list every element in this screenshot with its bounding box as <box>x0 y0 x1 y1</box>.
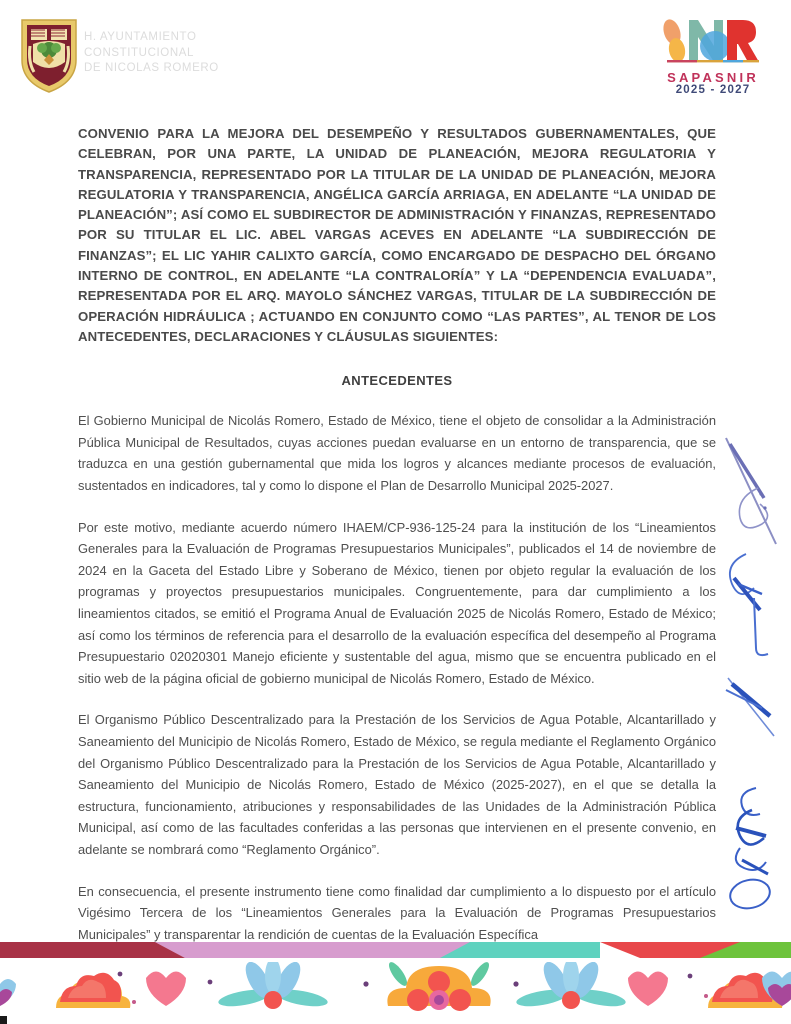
floral-pattern-icon <box>0 962 791 1018</box>
document-body <box>78 124 716 965</box>
margin-signature-2 <box>716 548 786 658</box>
org-line-1: H. AYUNTAMIENTO <box>84 31 197 43</box>
paragraph-3: El Organismo Público Descentralizado para la Prestación de los Servicios de Agua Potable, Alcantarillado y Saneamiento del Municipio de Nicolás Romero, Estado de México, se regula mediante el Reglamento Orgánico del Organismo Público Descentralizado para la Prestación de los Servicios de Agua Potable, Alcantarillado y Saneamiento del Municipio de Nicolás Romero, Estado de México (2025-2027), en el que se detalla la estructura, funcionamiento, atribuciones y responsabilidades de las Unidades de la Administración Pública Municipal, así como de las facultades conferidas a las personas que intervienen en el presente convenio, en adelante se nombrará como “Reglamento Orgánico”. <box>78 712 716 857</box>
section-heading-antecedentes: ANTECEDENTES <box>341 373 453 389</box>
sapasnir-wordmark: SAPASNIR <box>667 70 759 85</box>
sapasnir-monogram-icon <box>653 10 773 70</box>
footer-decoration <box>0 934 791 1024</box>
paragraph-1: El Gobierno Municipal de Nicolás Romero, Estado de México, tiene el objeto de consolidar a la Administración Pública Municipal de Resultados, cuyas acciones puedan evaluarse en un entorno de transparencia, que se traduzca en una gestión gubernamental que mida los logros y alcances mediante procesos de evaluación, sustentados en indicadores, tal y como lo dispone el Plan de Desarrollo Municipal 2025-2027. <box>78 413 716 494</box>
scan-corner-mark <box>0 1016 7 1024</box>
paragraph-2: Por este motivo, mediante acuerdo número IHAEM/CP-936-125-24 para la institución de los “Lineamientos Generales para la Evaluación de Programas Presupuestarios Municipales”, publicados el 14 de noviembre de 2024 en la Gaceta del Estado Libre y Soberano de México, tienen por objeto regular la evaluación de los programas y proyectos presupuestarios municipales. Congruentemente, para dar cumplimiento a los lineamientos citados, se emitió el Programa Anual de Evaluación 2025 de Nicolás Romero, Estado de México; así como los términos de referencia para el desarrollo de la evaluación específica del desempeño al Programa Presupuestario 02020301 Manejo eficiente y sustentable del agua, mismo que se encuentra publicado en el sitio web de la página oficial de gobierno municipal de Nicolás Romero, Estado de México. <box>78 519 716 686</box>
sapasnir-logo <box>653 10 773 96</box>
margin-signature-3 <box>722 672 788 762</box>
org-line-2: CONSTITUCIONAL <box>84 46 194 59</box>
paragraph-4: En consecuencia, el presente instrumento tiene como finalidad dar cumplimiento a lo dispuesto por el artículo Vigésimo Tercera de los “Lineamientos Generales para la Evaluación de Programas Presupuestarios Municipales” y transparentar la rendición de cuentas de la Evaluación Específica <box>78 883 716 942</box>
margin-signature-4 <box>722 782 784 920</box>
sapasnir-years: 2025 - 2027 <box>675 84 751 96</box>
document-header <box>0 0 791 112</box>
margin-signature-1 <box>718 432 790 562</box>
municipality-name <box>84 30 219 77</box>
org-line-3: DE NICOLAS ROMERO <box>84 62 219 74</box>
coat-of-arms-icon <box>18 16 80 94</box>
color-stripe-band <box>0 942 791 958</box>
convenio-title-block: CONVENIO PARA LA MEJORA DEL DESEMPEÑO Y RESULTADOS GUBERNAMENTALES, QUE CELEBRAN, POR UNA PARTE, LA UNIDAD DE PLANEACIÓN, MEJORA REGULATORIA Y TRANSPARENCIA, REPRESENTADO POR LA TITULAR DE LA UNIDAD DE PLANEACIÓN, MEJORA REGULATORIA Y TRANSPARENCIA, ANGÉLICA GARCÍA ARRIAGA, EN ADELANTE “LA UNIDAD DE PLANEACIÓN”; ASÍ COMO EL SUBDIRECTOR DE ADMINISTRACIÓN Y FINANZAS, REPRESENTADO POR SU TITULAR EL LIC. ABEL VARGAS ACEVES EN ADELANTE “LA SUBDIRECCIÓN DE FINANZAS”; EL LIC YAHIR CALIXTO GARCÍA, COMO ENCARGADO DE DESPACHO DEL ÓRGANO INTERNO DE CONTROL, EN ADELANTE “LA CONTRALORÍA” Y LA “DEPENDENCIA EVALUADA”, REPRESENTADA POR EL ARQ. MAYOLO SÁNCHEZ VARGAS, TITULAR DE LA SUBDIRECCIÓN DE OPERACIÓN HIDRÁULICA ; ACTUANDO EN CONJUNTO COMO “LAS PARTES”, AL TENOR DE LOS ANTECEDENTES, DECLARACIONES Y CLÁUSULAS SIGUIENTES: <box>78 126 716 344</box>
